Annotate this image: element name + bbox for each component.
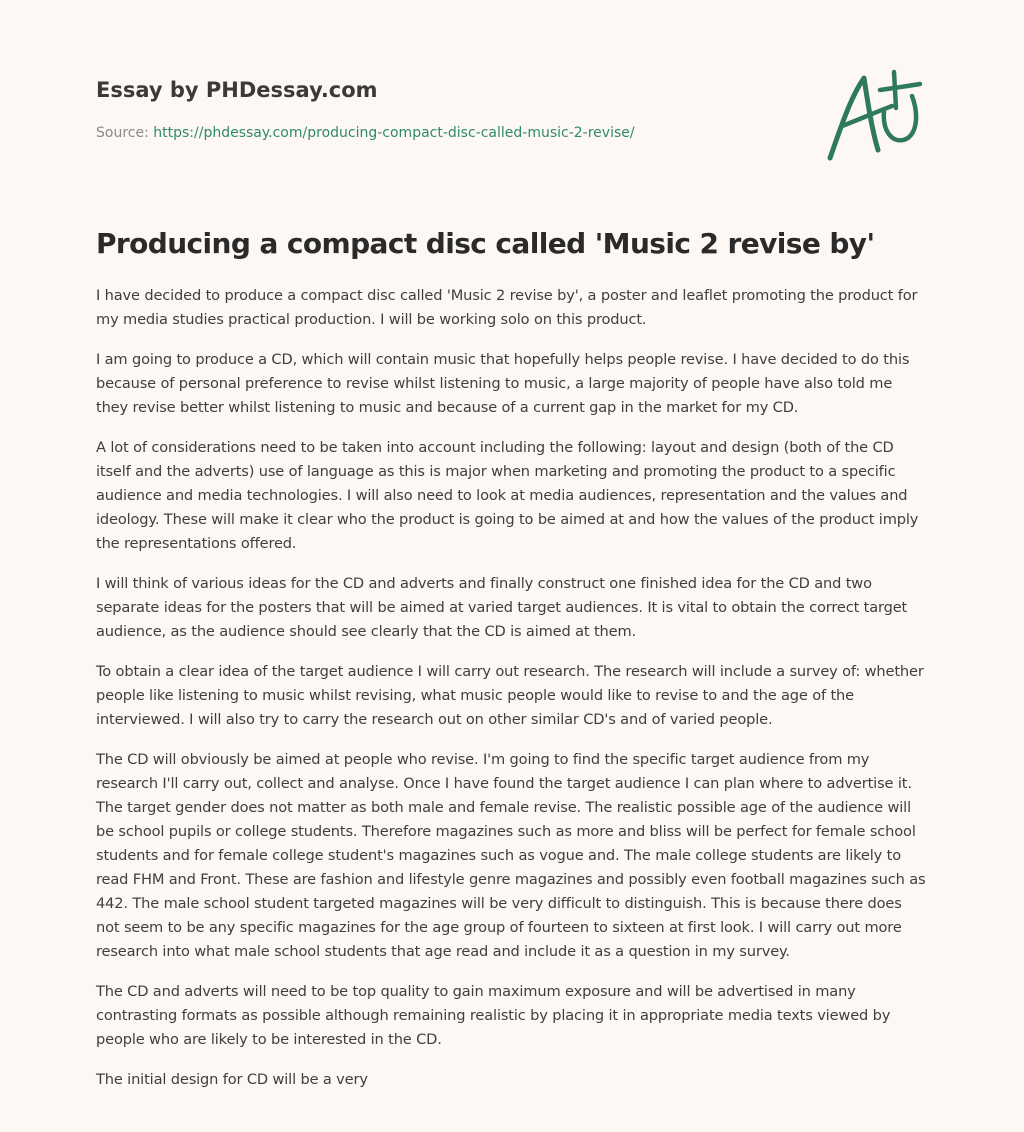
essay-paragraph: The CD and adverts will need to be top quality to gain maximum exposure and will be advertised in many contrasting formats as possible although remaining realistic by placing it in appropriate media texts viewed by people who are likely to be interested in the CD. [96,983,891,1048]
header [96,0,928,200]
essay-paragraph: A lot of considerations need to be taken into account including the following: layout and design (both of the CD itself and the adverts) use of language as this is major when marketing and promoting the product to a specific audience and media technologies. I will also need to look at media audiences, representation and the values and ideology. These will make it clear who the product is going to be aimed at and how the values of the product imply the representations offered. [96,439,919,552]
essay-paragraph: To obtain a clear idea of the target audience I will carry out research. The research will include a survey of: whether people like listening to music whilst revising, what music people would like to revise to and the age of the interviewed. I will also try to carry the research out on other similar CD's and of varied people. [96,663,924,728]
a-plus-grade-icon [824,68,924,164]
essay-body [96,284,928,1108]
essay-paragraph: I will think of various ideas for the CD and adverts and finally construct one finished idea for the CD and two separate ideas for the posters that will be aimed at varied target audiences. It is vital to obtain the correct target audience, as the audience should see clearly that the CD is aimed at them. [96,575,908,640]
essay-paragraph: The initial design for CD will be a very [96,1071,368,1088]
essay-paragraph: I am going to produce a CD, which will contain music that hopefully helps people revise. I have decided to do this because of personal preference to revise whilst listening to music, a large majority of people have also told me they revise better whilst listening to music and because of a current gap in the market for my CD. [96,351,910,416]
essay-title: Producing a compact disc called 'Music 2 revise by' [96,227,875,260]
essay-paragraph: I have decided to produce a compact disc called 'Music 2 revise by', a poster and leaflet promoting the product for my media studies practical production. I will be working solo on this product. [96,287,918,328]
page [96,0,928,1088]
source-label: Source: [96,125,149,141]
essay-paragraph: The CD will obviously be aimed at people who revise. I'm going to find the specific target audience from my research I'll carry out, collect and analyse. Once I have found the target audience I can plan where to advertise it. The target gender does not matter as both male and female revise. The realistic possible age of the audience will be school pupils or college students. Therefore magazines such as more and bliss will be perfect for female school students and for female college student's magazines such as vogue and. The male college students are likely to read FHM and Front. These are fashion and lifestyle genre magazines and possibly even football magazines such as 442. The male school student targeted magazines will be very difficult to distinguish. This is because there does not seem to be any specific magazines for the age group of fourteen to sixteen at first look. I will carry out more research into what male school students that age read and include it as a question in my survey. [96,751,926,960]
source-link[interactable]: https://phdessay.com/producing-compact-disc-called-music-2-revise/ [153,125,635,141]
source-line [96,123,635,143]
site-title: Essay by PHDessay.com [96,78,378,102]
